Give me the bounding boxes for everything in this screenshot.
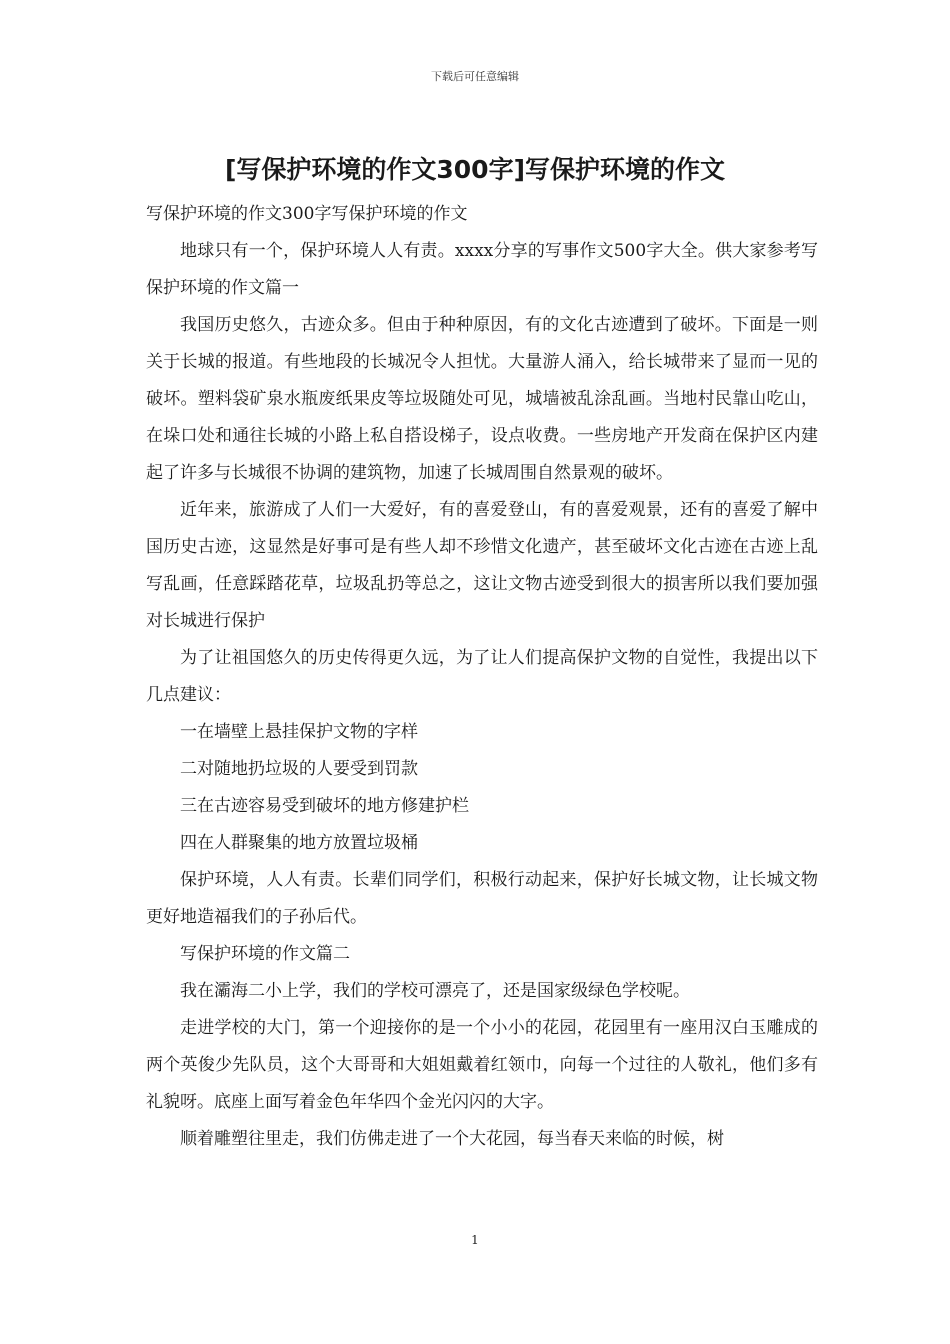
paragraph: 我国历史悠久，古迹众多。但由于种种原因，有的文化古迹遭到了破坏。下面是一则关于长城的报道。有些地段的长城况令人担忧。大量游人涌入，给长城带来了显而一见的破坏。塑料袋矿泉水瓶废纸果皮等垃圾随处可见，城墙被乱涂乱画。当地村民靠山吃山，在垛口处和通往长城的小路上私自搭设梯子，设点收费。一些房地产开发商在保护区内建起了许多与长城很不协调的建筑物，加速了长城周围自然景观的破坏。 — [146, 315, 818, 483]
document-body — [146, 196, 818, 1158]
suggestion-item: 四在人群聚集的地方放置垃圾桶 — [180, 833, 418, 853]
page-header-note: 下载后可任意编辑 — [431, 70, 519, 83]
paragraph: 顺着雕塑往里走，我们仿佛走进了一个大花园，每当春天来临的时候，树 — [180, 1129, 724, 1149]
document-title: [写保护环境的作文300字]写保护环境的作文 — [224, 155, 726, 184]
section-heading: 写保护环境的作文篇二 — [180, 944, 350, 964]
paragraph: 走进学校的大门，第一个迎接你的是一个小小的花园，花园里有一座用汉白玉雕成的两个英俊少先队员，这个大哥哥和大姐姐戴着红领巾，向每一个过往的人敬礼，他们多有礼貌呀。底座上面写着金色年华四个金光闪闪的大字。 — [146, 1018, 818, 1112]
page-number: 1 — [471, 1233, 479, 1247]
paragraph: 地球只有一个，保护环境人人有责。xxxx分享的写事作文500字大全。供大家参考写保护环境的作文篇一 — [146, 241, 818, 298]
suggestion-item: 一在墙壁上悬挂保护文物的字样 — [180, 722, 418, 742]
paragraph: 近年来，旅游成了人们一大爱好，有的喜爱登山，有的喜爱观景，还有的喜爱了解中国历史古迹，这显然是好事可是有些人却不珍惜文化遗产，甚至破坏文化古迹在古迹上乱写乱画，任意踩踏花草，垃圾乱扔等总之，这让文物古迹受到很大的损害所以我们要加强对长城进行保护 — [146, 500, 818, 631]
suggestion-item: 三在古迹容易受到破坏的地方修建护栏 — [180, 796, 469, 816]
paragraph: 保护环境，人人有责。长辈们同学们，积极行动起来，保护好长城文物，让长城文物更好地造福我们的子孙后代。 — [146, 870, 818, 927]
document-subtitle: 写保护环境的作文300字写保护环境的作文 — [146, 204, 468, 224]
paragraph: 为了让祖国悠久的历史传得更久远，为了让人们提高保护文物的自觉性，我提出以下几点建议： — [146, 648, 818, 705]
paragraph: 我在灞海二小上学，我们的学校可漂亮了，还是国家级绿色学校呢。 — [180, 981, 690, 1001]
suggestion-item: 二对随地扔垃圾的人要受到罚款 — [180, 759, 418, 779]
